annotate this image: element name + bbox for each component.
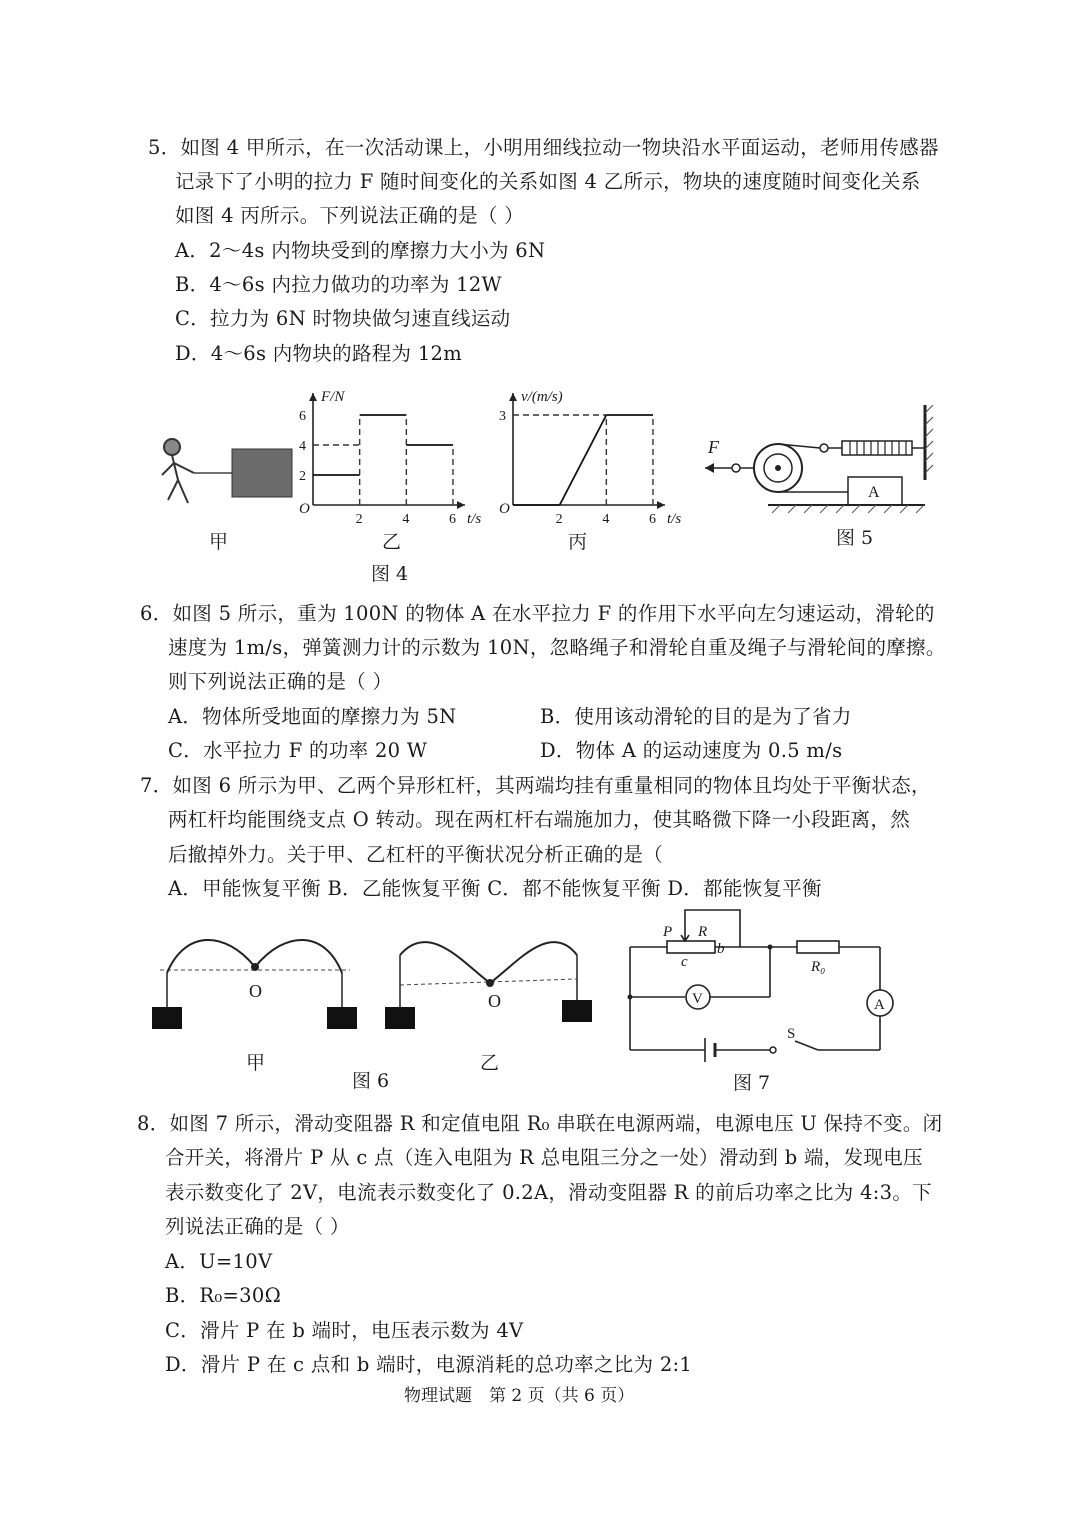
q8-option-a: A．U=10V <box>165 1250 273 1273</box>
ft-chart-y-tick-4: 4 <box>299 439 306 454</box>
ft-chart-y-axis-label: F/N <box>321 389 345 405</box>
ft-chart-y-tick-6: 6 <box>299 409 306 424</box>
fig6-yi-label: 乙 <box>480 1052 500 1074</box>
q5-line-3: 如图 4 丙所示。下列说法正确的是（ ） <box>175 204 525 227</box>
q5-option-a: A．2～4s 内物块受到的摩擦力大小为 6N <box>175 239 546 262</box>
vt-chart-x-axis-label: t/s <box>667 511 682 527</box>
voltmeter-label: V <box>692 991 703 1007</box>
vt-chart-x-arrow <box>657 501 665 509</box>
end-b-label: b <box>717 941 725 957</box>
ft-chart-x-tick-2: 2 <box>355 512 363 527</box>
fig4-caption: 图 4 <box>371 563 409 585</box>
q8-line-1: 8．如图 7 所示，滑动变阻器 R 和定值电阻 R₀ 串联在电源两端，电源电压 U 保持不变。闭 <box>137 1112 943 1135</box>
lever-yi-pivot <box>486 979 494 987</box>
fig4-jia-label: 甲 <box>209 531 229 553</box>
pulled-block <box>232 449 292 497</box>
q6-line-1: 6．如图 5 所示，重为 100N 的物体 A 在水平拉力 F 的作用下水平向左匀速运动，滑轮的 <box>140 602 935 625</box>
point-c-label: c <box>681 954 688 970</box>
q6-line-2: 速度为 1m/s，弹簧测力计的示数为 10N，忽略绳子和滑轮自重及绳子与滑轮间的摩擦。 <box>168 636 946 659</box>
fig4-bing-label: 丙 <box>568 531 588 553</box>
rheostat-r <box>667 941 715 953</box>
vt-chart-x-tick-6: 6 <box>649 512 656 527</box>
q6-option-b: B．使用该动滑轮的目的是为了省力 <box>540 705 852 728</box>
slider-p-label: P <box>663 924 673 940</box>
lever-yi-pivot-label: O <box>488 991 501 1011</box>
q7-line-3: 后撤掉外力。关于甲、乙杠杆的平衡状况分析正确的是（ <box>168 843 664 866</box>
block-a-label: A <box>868 484 880 501</box>
vt-chart-origin-label: O <box>499 501 510 517</box>
fig7-circuit <box>615 905 915 1065</box>
fig4-bing-chart <box>495 380 695 530</box>
lever-jia-left-weight <box>152 1007 182 1029</box>
rheostat-r-label: R <box>698 924 708 940</box>
ft-chart-origin-label: O <box>299 501 310 517</box>
boy-figure <box>162 439 194 503</box>
q5-option-d: D．4～6s 内物块的路程为 12m <box>175 342 463 365</box>
lever-yi-right-weight <box>562 1000 592 1022</box>
q5-option-b: B．4～6s 内拉力做功的功率为 12W <box>175 273 502 296</box>
ft-chart-x-axis-label: t/s <box>467 511 482 527</box>
fig6-levers <box>145 925 605 1070</box>
q8-line-3: 表示数变化了 2V，电流表示数变化了 0.2A，滑动变阻器 R 的前后功率之比为 4:3。下 <box>165 1181 932 1204</box>
q5-line-2: 记录下了小明的拉力 F 随时间变化的关系如图 4 乙所示，物块的速度随时间变化关系 <box>175 170 921 193</box>
slider-arrow <box>681 933 689 941</box>
fig6-jia-label: 甲 <box>246 1052 266 1074</box>
q6-option-d: D．物体 A 的运动速度为 0.5 m/s <box>540 739 843 762</box>
q6-option-c: C．水平拉力 F 的功率 20 W <box>168 739 428 762</box>
fig5-pulley-diagram <box>700 405 940 530</box>
fig5-caption: 图 5 <box>836 527 874 549</box>
ft-chart-x-tick-6: 6 <box>449 512 456 527</box>
ft-chart-y-arrow <box>309 393 317 401</box>
lever-jia-right-weight <box>327 1007 357 1029</box>
ammeter-label: A <box>874 997 885 1013</box>
ft-chart-x-arrow <box>457 501 465 509</box>
ft-chart-y-tick-2: 2 <box>299 469 306 484</box>
switch-label: S <box>787 1026 796 1042</box>
force-label: F <box>708 437 719 457</box>
vt-chart-segment-1 <box>560 415 607 505</box>
q5-option-c: C．拉力为 6N 时物块做匀速直线运动 <box>175 307 511 330</box>
q7-line-2: 两杠杆均能围绕支点 O 转动。现在两杠杆右端施加力，使其略微下降一小段距离，然 <box>168 808 911 831</box>
lever-jia-pivot <box>251 963 259 971</box>
lever-jia <box>152 940 357 1029</box>
q6-option-a: A．物体所受地面的摩擦力为 5N <box>168 705 457 728</box>
q6-line-3: 则下列说法正确的是（ ） <box>168 670 393 693</box>
fig4-jia-drawing <box>150 425 295 525</box>
q8-option-d: D．滑片 P 在 c 点和 b 端时，电源消耗的总功率之比为 2:1 <box>165 1353 693 1376</box>
q8-line-4: 列说法正确的是（ ） <box>165 1215 350 1238</box>
vt-chart-y-tick-3: 3 <box>499 409 506 424</box>
q7-line-1: 7．如图 6 所示为甲、乙两个异形杠杆，其两端均挂有重量相同的物体且均处于平衡状态， <box>140 774 931 797</box>
page-footer: 物理试题 第 2 页（共 6 页） <box>404 1386 635 1406</box>
vt-chart-y-axis-label: v/(m/s) <box>521 389 563 405</box>
vt-chart-x-tick-2: 2 <box>555 512 563 527</box>
vt-chart-x-tick-4: 4 <box>602 512 610 527</box>
q7-options: A．甲能恢复平衡 B．乙能恢复平衡 C．都不能恢复平衡 D．都能恢复平衡 <box>168 877 822 900</box>
fig6-caption: 图 6 <box>352 1070 390 1092</box>
q8-option-b: B．R₀=30Ω <box>165 1284 282 1307</box>
r0-label: R₀ <box>811 959 826 975</box>
lever-jia-pivot-label: O <box>249 981 262 1001</box>
vt-chart-y-arrow <box>509 393 517 401</box>
fig4-yi-label: 乙 <box>382 531 402 553</box>
lever-yi-left-weight <box>385 1007 415 1029</box>
q8-line-2: 合开关，将滑片 P 从 c 点（连入电阻为 R 总电阻三分之一处）滑动到 b 端，发现电压 <box>165 1146 923 1169</box>
resistor-r0 <box>797 941 839 953</box>
fig4-yi-chart <box>295 380 495 530</box>
spring-scale <box>842 441 912 455</box>
fig7-caption: 图 7 <box>733 1072 771 1094</box>
ft-chart-x-tick-4: 4 <box>402 512 410 527</box>
q8-option-c: C．滑片 P 在 b 端时，电压表示数为 4V <box>165 1319 524 1342</box>
q5-line-1: 5．如图 4 甲所示，在一次活动课上，小明用细线拉动一物块沿水平面运动，老师用传感器 <box>148 136 939 159</box>
lever-yi <box>385 942 592 1029</box>
switch-pivot <box>770 1047 776 1053</box>
